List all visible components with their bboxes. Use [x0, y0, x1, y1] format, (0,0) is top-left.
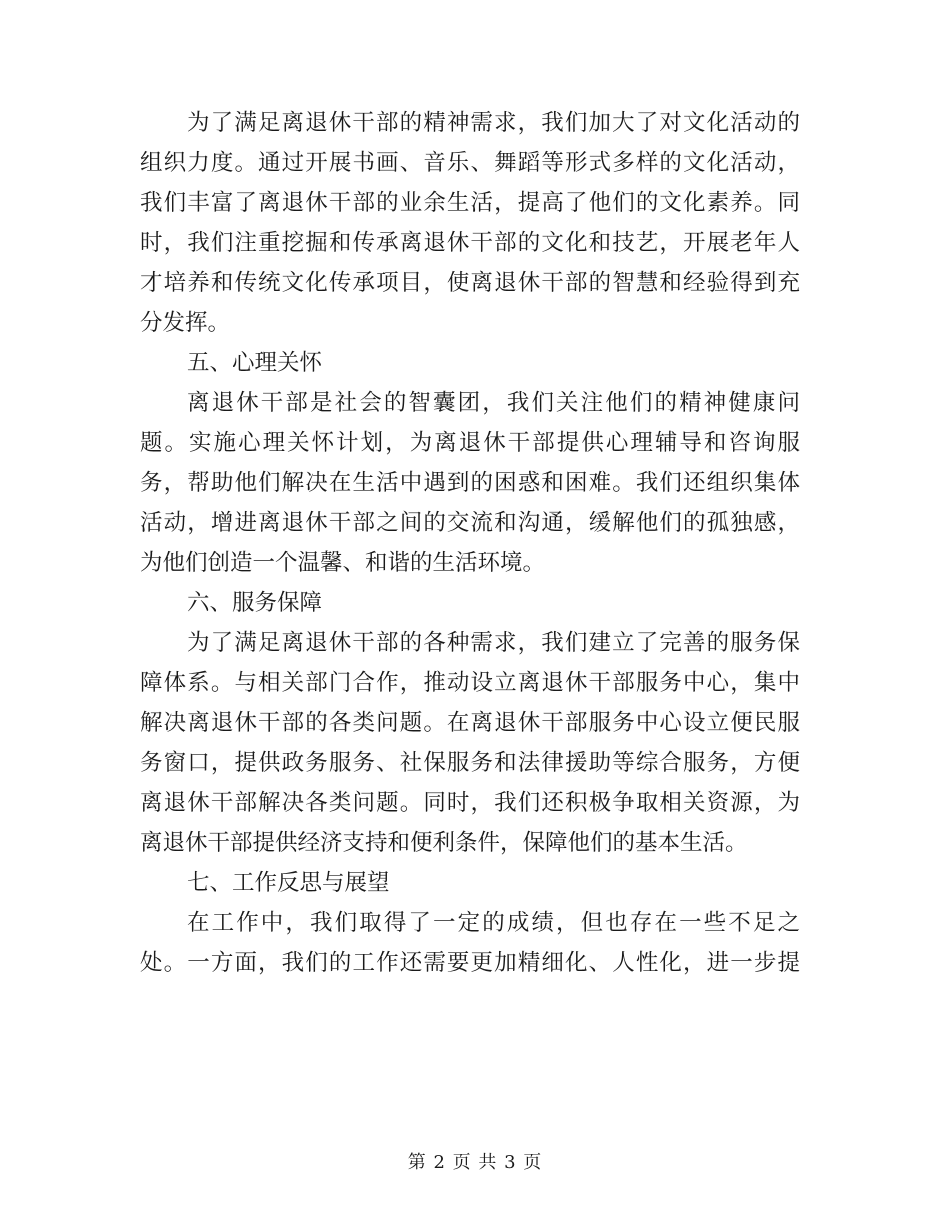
text-line: 离退休干部是社会的智囊团，我们关注他们的精神健康问: [187, 390, 800, 416]
text-line: 处。一方面，我们的工作还需要更加精细化、人性化，进一步提: [140, 950, 800, 976]
text-line: 解决离退休干部的各类问题。在离退休干部服务中心设立便民服: [140, 710, 800, 736]
section-heading-service-guarantee: 六、服务保障: [187, 590, 323, 616]
document-body: [140, 103, 800, 983]
text-line: 分发挥。: [140, 310, 231, 336]
text-line: 务窗口，提供政务服务、社保服务和法律援助等综合服务，方便: [140, 750, 800, 776]
page-footer: 第 2 页 共 3 页: [407, 1152, 543, 1173]
paragraph-reflection: [140, 903, 800, 983]
text-line: 为了满足离退休干部的精神需求，我们加大了对文化活动的: [187, 110, 800, 136]
text-line: 为了满足离退休干部的各种需求，我们建立了完善的服务保: [187, 630, 800, 656]
text-line: 我们丰富了离退休干部的业余生活，提高了他们的文化素养。同: [140, 190, 800, 216]
paragraph-culture: [140, 103, 800, 343]
section-heading-psychological-care: 五、心理关怀: [187, 350, 323, 376]
text-line: 在工作中，我们取得了一定的成绩，但也存在一些不足之: [187, 910, 800, 936]
text-line: 时，我们注重挖掘和传承离退休干部的文化和技艺，开展老年人: [140, 230, 800, 256]
text-line: 障体系。与相关部门合作，推动设立离退休干部服务中心，集中: [140, 670, 800, 696]
paragraph-service-guarantee: [140, 623, 800, 863]
text-line: 为他们创造一个温馨、和谐的生活环境。: [140, 550, 546, 576]
text-line: 组织力度。通过开展书画、音乐、舞蹈等形式多样的文化活动，: [140, 150, 800, 176]
section-heading-reflection-outlook: 七、工作反思与展望: [187, 870, 390, 896]
text-line: 离退休干部提供经济支持和便利条件，保障他们的基本生活。: [140, 830, 748, 856]
text-line: 务，帮助他们解决在生活中遇到的困惑和困难。我们还组织集体: [140, 470, 800, 496]
paragraph-psychological-care: [140, 383, 800, 583]
text-line: 才培养和传统文化传承项目，使离退休干部的智慧和经验得到充: [140, 270, 800, 296]
text-line: 题。实施心理关怀计划，为离退休干部提供心理辅导和咨询服: [140, 430, 800, 456]
text-line: 离退休干部解决各类问题。同时，我们还积极争取相关资源，为: [140, 790, 800, 816]
text-line: 活动，增进离退休干部之间的交流和沟通，缓解他们的孤独感，: [140, 510, 800, 536]
